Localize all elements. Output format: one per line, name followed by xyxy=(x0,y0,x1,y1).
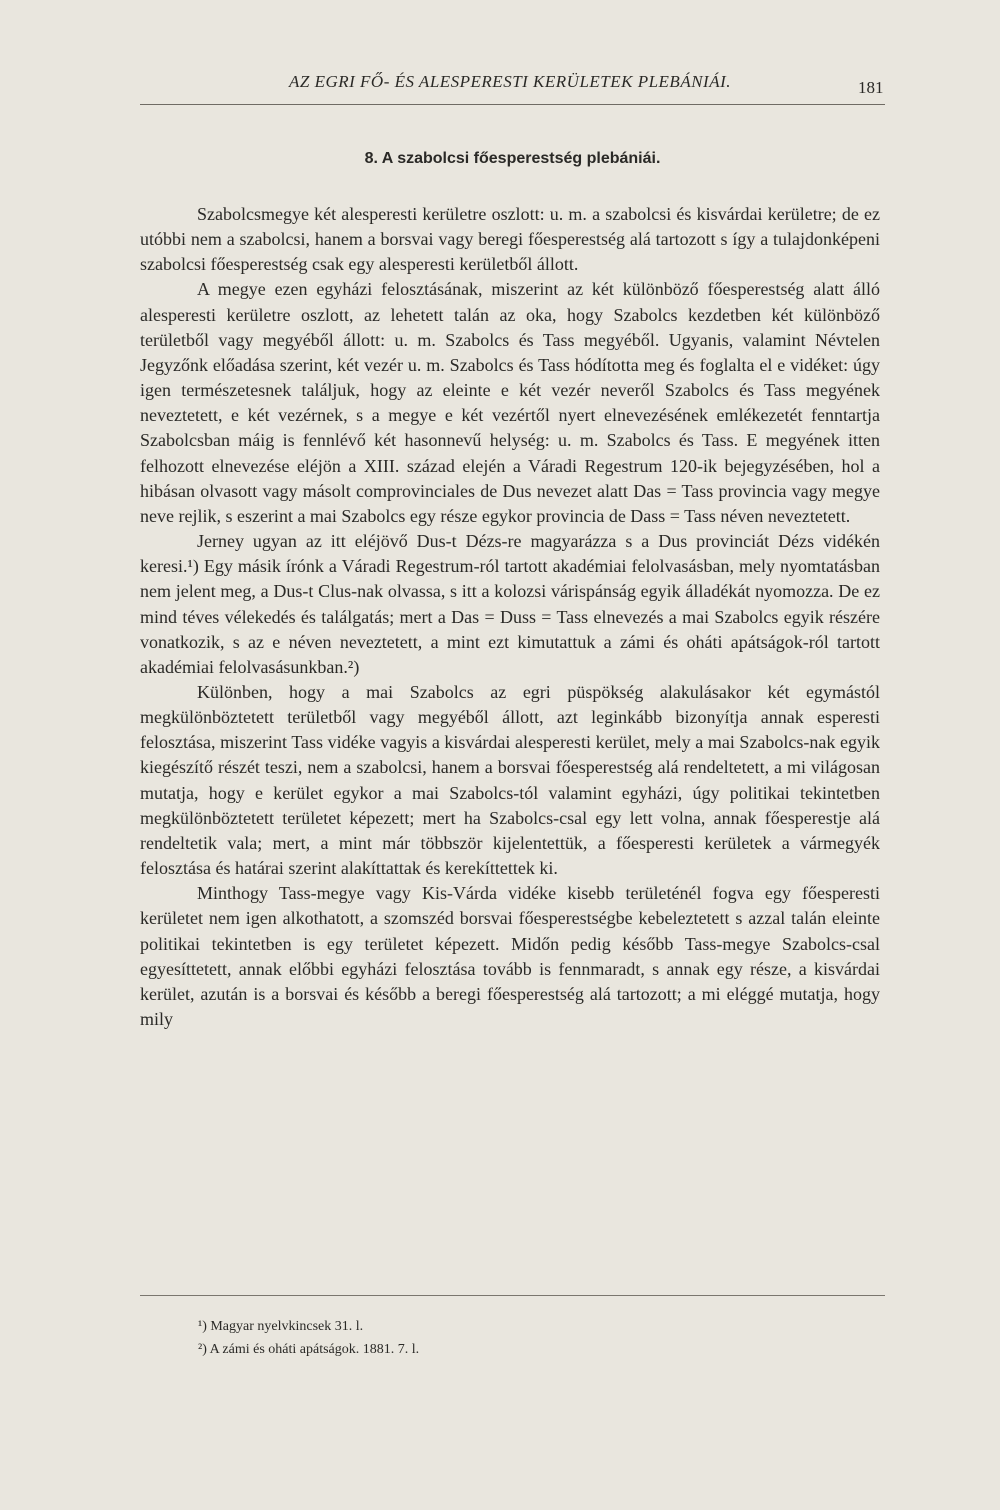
footnote-2: ²) A zámi és oháti apátságok. 1881. 7. l. xyxy=(198,1342,420,1357)
header-rule xyxy=(140,104,885,105)
footnote-rule xyxy=(140,1295,885,1296)
footnotes xyxy=(198,1315,878,1361)
paragraph: Szabolcsmegye két alesperesti kerületre oszlott: u. m. a szabolcsi és kisvárdai kerületre; de ez utóbbi nem a szabolcsi, hanem a borsvai vagy beregi főesperestség alá tartozott s így a tulajdonképeni szabolcsi főesperestség csak egy alesperesti kerületből állott. xyxy=(140,204,880,275)
paragraph: A megye ezen egyházi felosztásának, miszerint az két különböző főesperestség alatt álló alesperesti kerületre oszlott, az lehetett talán az oka, hogy Szabolcs kezdetben két különböző területből vagy megyéből állott: u. m. Szabolcs és Tass megyéből. Ugyanis, valamint Névtelen Jegyzőnk előadása szerint, két vezér u. m. Szabolcs és Tass hódította meg és foglalta el e vidéket: úgy igen természetesnek találjuk, hogy az eleinte e két vezér neveről Szabolcs és Tass megyének neveztetett, e két vezérnek, s a megye e két vezértől nyert elnevezésének emlékezetét fenntartja Szabolcsban máig is fennlévő két hasonnevű helység: u. m. Szabolcs és Tass. E megyének itten felhozott elnevezése eléjön a XIII. század elején a Váradi Regestrum 120-ik bejegyzésében, hol a hibásan olvasott vagy másolt comprovinciales de Dus nevezet alatt Das = Tass provincia vagy megye neve rejlik, s eszerint a mai Szabolcs egy része egykor provincia de Dass = Tass néven neveztetett. xyxy=(140,279,880,526)
body-text xyxy=(140,202,880,1032)
running-title: AZ EGRI FŐ- ÉS ALESPERESTI KERÜLETEK PLEBÁNIÁI. xyxy=(288,72,731,91)
page-number: 181 xyxy=(858,78,884,97)
footnote-1: ¹) Magyar nyelvkincsek 31. l. xyxy=(198,1319,364,1334)
paragraph: Jerney ugyan az itt eléjövő Dus-t Dézs-re magyarázza s a Dus provinciát Dézs vidékén keresi.¹) Egy másik írónk a Váradi Regestrum-ról tartott akadémiai felolvasásban, mely nyomtatásban nem jelent meg, a Dus-t Clus-nak olvassa, s itt a kolozsi várispánság egyik álladékát nyomozza. De ez mind téves vélekedés és találgatás; mert a Das = Duss = Tass elnevezés a mai Szabolcs egyik részére vonatkozik, s az e néven neveztetett, a mint ezt kimutattuk a zámi és oháti apátságok-ról tartott akadémiai felolvasásunkban.²) xyxy=(140,531,880,677)
section-title: 8. A szabolcsi főesperestség plebániái. xyxy=(364,150,661,167)
paragraph: Minthogy Tass-megye vagy Kis-Várda vidéke kisebb területénél fogva egy főesperesti kerületet nem igen alkothatott, a szomszéd borsvai főesperestségbe kebeleztetett s azzal talán eleinte politikai tekintetben is egy területet képezett. Midőn pedig később Tass-megye Szabolcs-csal egyesíttetett, annak előbbi egyházi felosztása tovább is fennmaradt, s annak egy része, a kisvárdai kerület, azután is a borsvai és később a beregi főesperestség alá tartozott; a mi eléggé mutatja, hogy mily xyxy=(140,883,880,1029)
paragraph: Különben, hogy a mai Szabolcs az egri püspökség alakulásakor két egymástól megkülönböztetett területből vagy megyéből állott, azt leginkább bizonyítja annak esperesti felosztása, miszerint Tass vidéke vagyis a kisvárdai alesperesti kerület, mely a mai Szabolcs-nak egyik kiegészítő részét teszi, nem a szabolcsi, hanem a borsvai főesperestség alá rendeltetett, a mi világosan mutatja, hogy e kerület egykor a mai Szabolcs-tól valamint egyházi, úgy politikai tekintetben megkülönböztetett területet képezett; mert ha Szabolcs-csal egy lett volna, annak főesperestje alá rendeltetik vala; mert, a mint már többször kijelentettük, a főesperesti kerületek a vármegyék felosztása és határai szerint alakíttattak és kerekíttettek ki. xyxy=(140,681,880,879)
